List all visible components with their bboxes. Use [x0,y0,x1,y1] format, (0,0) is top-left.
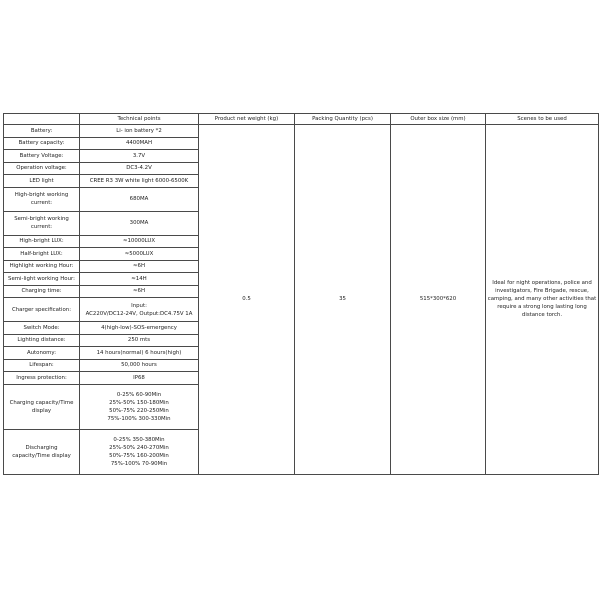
row-value: ≈10000LUX [80,235,199,248]
row-label: Battery Voltage: [4,150,80,163]
row-value-line: 50%-75% 160-200Min [109,452,169,459]
row-label: Operation voltage: [4,162,80,175]
row-value [80,429,199,474]
row-label: Autonomy: [4,347,80,360]
row-label: Charger specification: [4,298,80,322]
row-value: 250 mts [80,334,199,347]
header-scenes: Scenes to be used [486,114,599,125]
row-value-line: 75%-100% 70-90Min [110,460,168,467]
row-value: ≈14H [80,273,199,286]
row-value-line: Input: [131,302,147,309]
row-value: 4(high-low)-SOS-emergency [80,322,199,335]
header-outer-box-size: Outer box size (mm) [391,114,486,125]
row-value-line: AC220V/DC12-24V, Output:DC4.75V 1A [85,310,193,317]
row-label-line: Semi-bright working [14,216,69,222]
row-label-line: current: [30,224,53,230]
header-blank-cell [4,114,80,125]
row-value-line: 25%-50% 240-270Min [109,444,169,451]
row-value: ≈6H [80,260,199,273]
row-label: Lifespan: [4,359,80,372]
row-label [4,187,80,211]
row-value: IP68 [80,372,199,385]
row-label [4,384,80,429]
row-value: 4400MAH [80,137,199,150]
packing-quantity-value: 35 [295,125,391,475]
row-label: Highlight working Hour: [4,260,80,273]
scenes-value: Ideal for night operations, police and investigators, Fire Brigade, rescue, camping, and many other activities that require a strong long lasting long distance torch. [486,125,599,475]
net-weight-value: 0.5 [199,125,295,475]
row-value-line: 0-25% 60-90Min [116,391,162,398]
row-label: Ingress protection: [4,372,80,385]
row-value-line: 75%-100% 300-330Min [107,415,171,422]
row-value: 680MA [80,187,199,211]
row-value: DC3-4.2V [80,162,199,175]
row-value: CREE R3 3W white light 6000-6500K [80,175,199,188]
row-value [80,298,199,322]
row-label: Battery: [4,125,80,138]
row-value: 50,000 hours [80,359,199,372]
row-value: 300MA [80,211,199,235]
row-label [4,429,80,474]
row-label-line: High-bright working [14,192,69,198]
row-label-line: current: [30,200,53,206]
row-label [4,211,80,235]
row-label: Charging time: [4,285,80,298]
row-label: High-bright LUX: [4,235,80,248]
row-label: Switch Mode: [4,322,80,335]
row-label-line: Discharging [25,444,58,451]
row-label: LED light [4,175,80,188]
row-label-line: capacity/Time display [12,452,71,459]
row-label: Semi-light working Hour: [4,273,80,286]
row-label-line: display [31,407,52,414]
row-value [80,384,199,429]
row-value: 14 hours(normal) 6 hours(high) [80,347,199,360]
row-value: Li- ion battery *2 [80,125,199,138]
row-label-line: Charging capacity/Time [9,399,74,406]
row-value: 3.7V [80,150,199,163]
table-header-row [4,114,599,125]
table-row [4,125,599,138]
specification-table [3,113,599,475]
row-value-line: 50%-75% 220-250Min [109,407,169,414]
row-value-line: 0-25% 350-380Min [113,436,165,443]
row-label: Lighting distance: [4,334,80,347]
row-value-line: 25%-50% 150-180Min [109,399,169,406]
header-net-weight: Product net weight (kg) [199,114,295,125]
outer-box-size-value: 515*300*620 [391,125,486,475]
row-label: Half-bright LUX: [4,248,80,261]
row-label: Battery capacity: [4,137,80,150]
header-technical-points: Technical points [80,114,199,125]
header-packing-quantity: Packing Quantity (pcs) [295,114,391,125]
row-value: ≈6H [80,285,199,298]
row-value: ≈5000LUX [80,248,199,261]
